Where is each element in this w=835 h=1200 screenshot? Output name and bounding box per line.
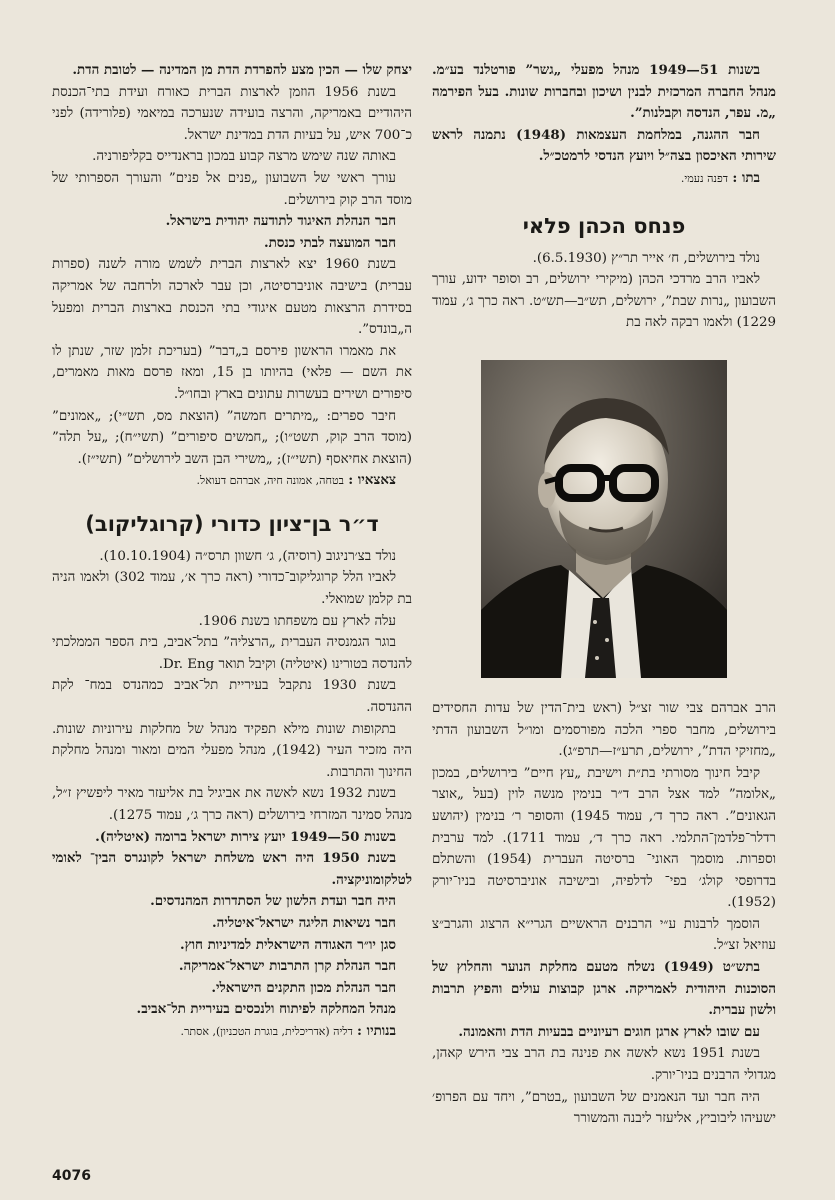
paragraph: בוגר הגמנסיה העברית „הרצליה” בתל־אביב, בית הספר הממלכתי להנדסה בטורינו (איטליה) וקיבל תואר Dr. Eng. bbox=[52, 635, 412, 672]
portrait-photo bbox=[481, 360, 727, 678]
paragraph: בשנות 50—1949 יועץ צירות ישראל ברומה (איטליה). bbox=[95, 828, 396, 845]
entry-heading: פנחס הכהן פלאי bbox=[522, 213, 686, 238]
paragraph: היה חבר ועדת הלשון של הסתדרות המהנדסים. bbox=[150, 893, 396, 910]
paragraph: קיבל חינוך מסורתי בת״ת וישיבת „עץ חיים” בירושלים, במכון „אלומה” למד אצל הרב ד״ר בנימין מנשה לוין (בעל „אוצר הגאונים”. ראה כרך ד׳, עמוד 1945) והסופר ר׳ בנימין (יהושע רדלר־פלדמן־התלמי. ראה כרך ד׳, עמוד 1711). למד ערבית וספרות. מוסמך האוני־ ברסיטה העברית (1954) והשתלם בדרופסי קולג׳ בפי־ לדלפיה, ובישיבה אוניברסיטה בניו־יורק (1952). bbox=[432, 765, 776, 911]
paragraph: באותה שנה שימש מרצה קבוע במכון בראנדייס בקליפורניה. bbox=[92, 149, 396, 165]
children-label: בתו : bbox=[732, 169, 760, 186]
paragraph: מנהל המחלקה לפיתוח ולנכסים בעיריית תל־אביב. bbox=[136, 1001, 396, 1018]
descendants-line bbox=[52, 470, 412, 492]
children-label: בנותיו : bbox=[357, 1022, 396, 1039]
paragraph: הוסמך לרבנות ע״י הרבנים הראשיים הגרי״א הרצוג והגרב״צ עוזיאל זצ״ל. bbox=[432, 916, 776, 954]
page-number: 4076 bbox=[52, 1168, 91, 1184]
paragraph: חבר הנהלת האיגוד לתודעה יהודית בישראל. bbox=[165, 213, 396, 230]
paragraph: סגן יו״ר האגודה הישראלית למדיניות חוץ. bbox=[179, 936, 396, 953]
paragraph: חבר ההגנה, במלחמת העצמאות (1948) נתמנה לראש שירותי האיכסון בצה״ל ויועץ הנדסי לרמטכ״ל. bbox=[432, 126, 776, 165]
right-column bbox=[432, 60, 776, 1130]
paragraph: חבר הנהלת מכון התקנים הישראלי. bbox=[211, 979, 396, 996]
paragraph: הרב אברהם צבי שור זצ״ל (ראש בית־הדין של עדות החסידים בירושלים, מחבר ספרי הלכה מפורסמים ומו״ל השבועון הדתי „מחזיקי הדת”, ירושלים, תרע״ז—תרפ״ג). bbox=[432, 700, 776, 760]
paragraph: בתקופות שונות מילא תפקיד מנהל של מחלקות עירוניות שונות. היה מזכיר העיר (1942), מנהל מפעלי המים ומאור ומנהל מחלקת החינוך והתרבות. bbox=[52, 721, 412, 780]
paragraph: חבר נשיאות הליגה ישראל־איטליה. bbox=[212, 914, 396, 931]
paragraph: בתש״ט (1949) נשלח מטעם מחלקת הנוער והחלוץ של הסוכנות היהודית לאמריקה. ארגן קבוצות עולים והפיץ תרבות ולשון עברית. bbox=[432, 959, 776, 1019]
paragraph: בשנות 51—1949 מנהל מפעלי „גשר” פורטלנד בע״מ. מנהל החברה המרכזית לבנין ושיכון ובחברות שונות. בעל הפירמה „מ. עפר, הנדסה וקבלנות”. bbox=[432, 62, 776, 122]
paragraph: בשנת 1932 נשא לאשה את אביגיל בת אליעזר מאיר ליפשיץ ז״ל, מנהל סמינר המזרחי בירושלים (ראה כרך ג׳, עמוד 1275). bbox=[52, 786, 412, 823]
children-names: דליה (אדריכלית, בוגרת הטכניון), אסתר. bbox=[180, 1024, 353, 1038]
children-line bbox=[432, 168, 776, 190]
paragraph: חבר הנהלת קרן התרבות ישראל־אמריקה. bbox=[178, 958, 396, 975]
paragraph: חבר המועצה לבתי כנסת. bbox=[263, 234, 396, 251]
descendants-label: צאצאיו : bbox=[348, 472, 396, 489]
left-column bbox=[52, 60, 412, 1043]
paragraph: עלה לארץ עם משפחתו בשנת 1906. bbox=[198, 613, 396, 629]
paragraph: נולד בצ׳רניגוב (רוסיה), ג׳ חשוון תרס״ה (10.10.1904). bbox=[99, 548, 396, 564]
paragraph: עם שובו לארץ ארגן חוגים רעיוניים בבעיות הדת והאמונה. bbox=[458, 1023, 760, 1040]
paragraph: היה חבר ועד הנאמנים של השבועון „בטרם”, ויחד עם הפרופ׳ ישעיהו ליבוביץ, אליעזר ליבנה והמשורר bbox=[432, 1089, 776, 1127]
paragraph: יצחק שלו — הכין מצע להפרדת הדת מן המדינה — לטובת הדת. bbox=[72, 62, 412, 78]
paragraph: בשנת 1950 היה ראש משלחת ישראל לקונגרס הבין־ לאומי לטלקומוניקציה. bbox=[52, 850, 412, 888]
children-line bbox=[52, 1021, 412, 1043]
paragraph: עורך ראשי של השבועון „פנים אל פנים” והעורך הספרותי של מוסד הרב קוק בירושלים. bbox=[52, 170, 412, 208]
paragraph: לאביו הרב מרדכי הכהן (מיקירי ירושלים, רב וסופר ידוע, עורך השבועון „נרות שבת”, ירושלים, תש״ב—תש״ט. ראה כרך ג׳, עמוד 1229) ולאמו רבקה לאה בת bbox=[432, 272, 776, 331]
paragraph: את מאמרו הראשון פירסם ב„דבר” (בעריכת זלמן שזר, שנתן לו את השם — פלאי) בהיותו בן 15, ומאז פרסם מאות מאמרים, סיפורים ושירים בעשרות עתונים בארץ ובחו״ל. bbox=[52, 343, 412, 402]
paragraph: נולד בירושלים, ח׳ אייר תר״ץ (6.5.1930). bbox=[532, 250, 760, 266]
descendants-names: בטחה, אמונה חיה, אברהם דעואל. bbox=[196, 474, 344, 488]
children-names: דפנה נעמי. bbox=[680, 171, 729, 185]
paragraph: בשנת 1960 יצא לארצות הברית לשמש מורה לשנה (ספרות עברית) בישיבה אוניברסיטה, וכן עבר לארכה ולרחבה של אמריקה בסידרת הרצאות מטעם איגודי בתי הכנסת בארצות הברית ומפעל ה„בונדס”. bbox=[52, 257, 412, 338]
paragraph: בשנת 1951 נשא לאשה את פנינה בת הרב צבי הירש קאהן, מגדולי הרבנים בניו־יורק. bbox=[432, 1046, 776, 1084]
paragraph: לאביו הלל קרוגליקוב־כדורי (ראה כרך א׳, עמוד 302) ולאמו הניה בת קלמן שמואלי. bbox=[52, 570, 412, 608]
paragraph: בשנת 1956 הוזמן לארצות הברית כאורח ועידת בתי־הכנסת היהודיים באמריקה, והרצה בועידה שנערכה במיאמי (פלורידה) לפני כ־700 איש, על בעיות הדת במדינת ישראל. bbox=[52, 84, 412, 143]
entry-heading: ד״ר בן־ציון כדורי (קרוגליקוב) bbox=[85, 511, 379, 536]
paragraph: חיבר ספרים: „מיתרים חמשה” (הוצאת מס, תש״י); „אמונים” (מוסד הרב קוק, תשט״ו); „חמשים סיפורים” (תשי״ח); „על תלה” (הוצאת אחיאסף (תשי״ז); „משירי הבן השב לירושלים” (תשי״ז). bbox=[52, 408, 412, 467]
paragraph: בשנת 1930 נתקבל בעיריית תל־אביב כמהנדס במח־ לקת ההנדסה. bbox=[52, 678, 412, 716]
